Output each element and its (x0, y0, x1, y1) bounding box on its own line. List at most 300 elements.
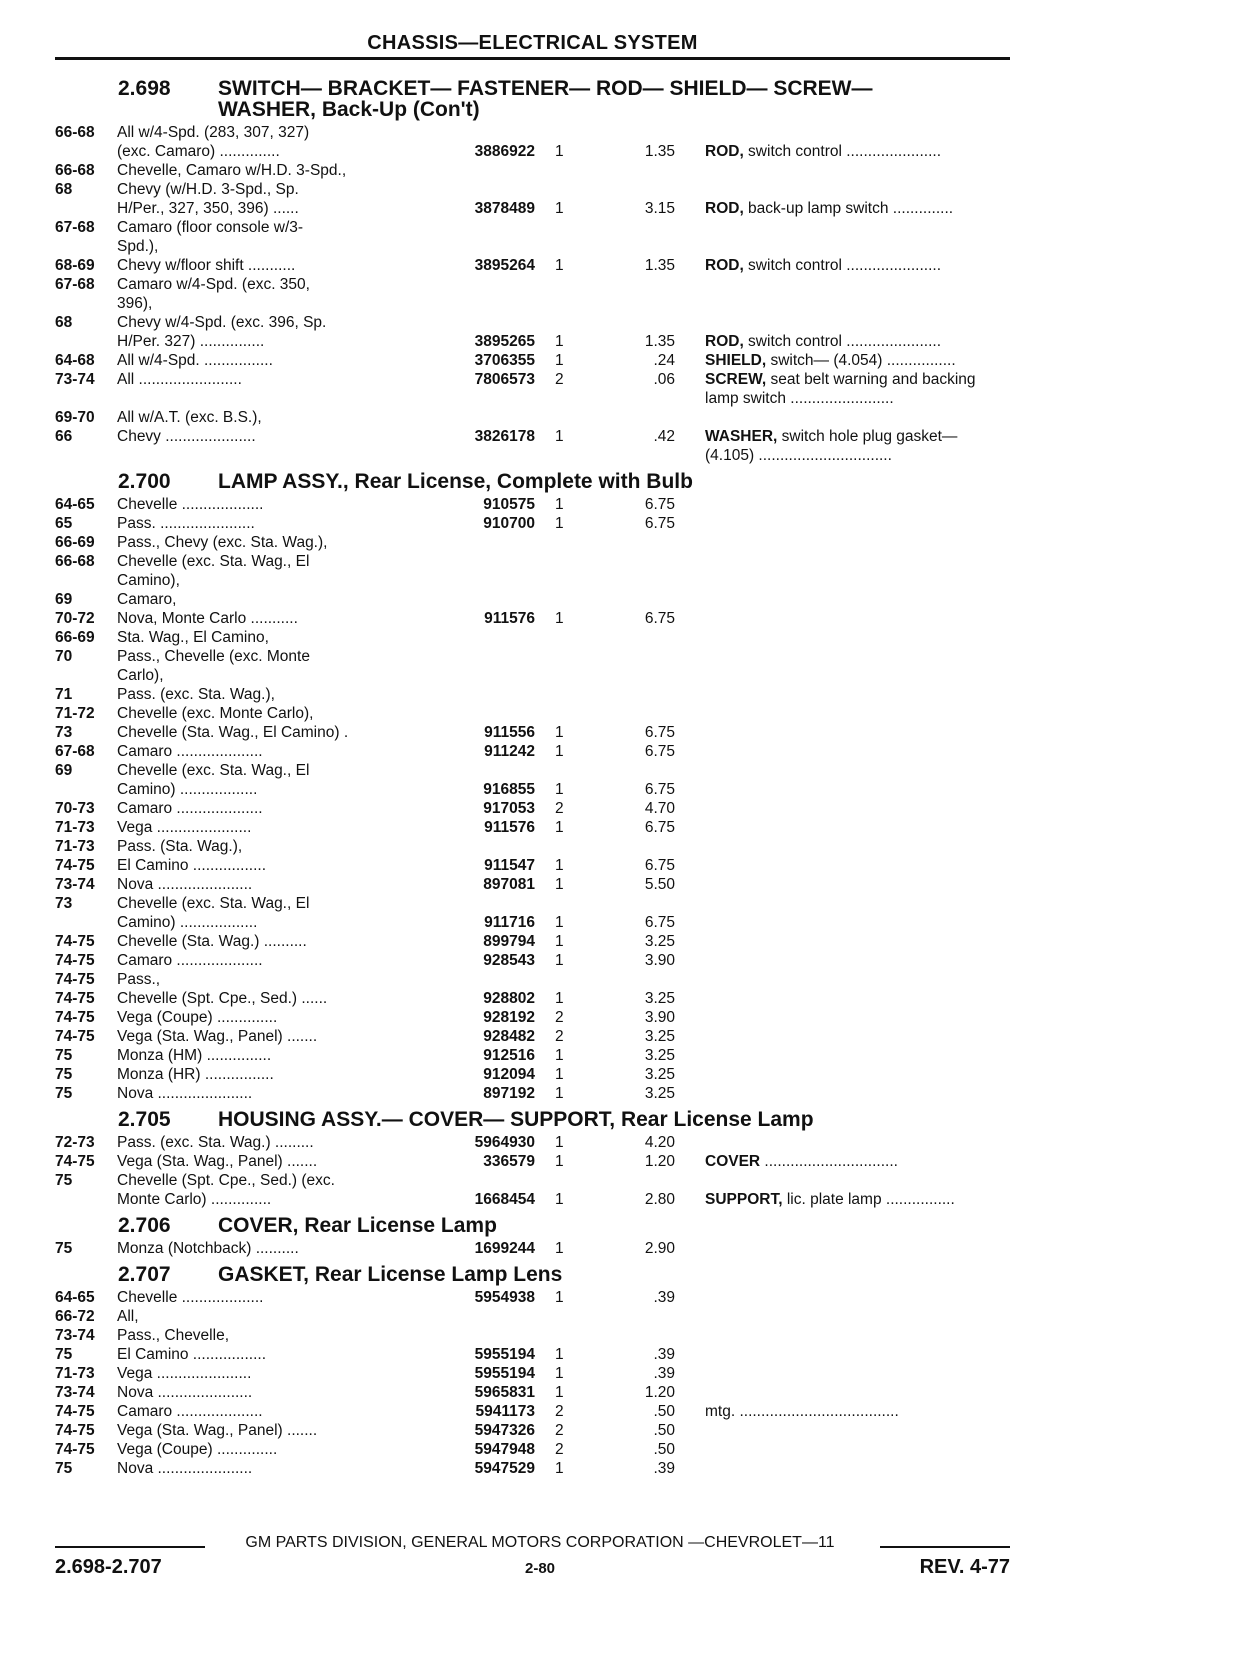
application-description: Nova ...................... (117, 1085, 253, 1102)
application-description: Nova ...................... (117, 1384, 253, 1401)
application-description: Pass., Chevy (exc. Sta. Wag.), (117, 534, 328, 551)
part-row (55, 1046, 1015, 1065)
part-row (55, 1190, 1015, 1209)
part-number: 928482 (483, 1028, 535, 1045)
part-number: 912094 (483, 1066, 535, 1083)
part-row (55, 856, 1015, 875)
footer-section-range: 2.698-2.707 (55, 1556, 162, 1578)
part-number: 5964930 (474, 1134, 535, 1151)
quantity: 1 (555, 428, 564, 445)
part-row (55, 647, 1015, 666)
model-years: 73 (55, 724, 73, 741)
model-years: 70-73 (55, 800, 95, 817)
part-number: 336579 (483, 1153, 535, 1170)
price: 3.25 (644, 1028, 675, 1045)
part-row (55, 609, 1015, 628)
model-years: 70 (55, 648, 73, 665)
part-number: 1668454 (474, 1191, 535, 1208)
application-description: Pass. ...................... (117, 515, 255, 532)
application-description: Chevelle, Camaro w/H.D. 3-Spd., (117, 162, 347, 179)
model-years: 71-73 (55, 838, 95, 855)
price: 6.75 (644, 857, 675, 874)
part-row (55, 932, 1015, 951)
part-row (55, 495, 1015, 514)
part-row (55, 1402, 1015, 1421)
part-row (55, 1364, 1015, 1383)
price: .39 (653, 1346, 675, 1363)
model-years: 74-75 (55, 971, 95, 988)
part-number: 7806573 (474, 371, 535, 388)
part-row (55, 1326, 1015, 1345)
part-note-text: mtg. ..................................... (705, 1403, 899, 1420)
price: 3.90 (644, 952, 675, 969)
part-number: 911576 (484, 610, 535, 627)
section-heading (55, 1109, 1015, 1130)
part-number: 910575 (483, 496, 535, 513)
application-description: Pass. (exc. Sta. Wag.), (117, 686, 275, 703)
application-description: Carlo), (117, 667, 164, 684)
quantity: 2 (555, 800, 564, 817)
application-description: Monza (Notchback) .......... (117, 1240, 299, 1257)
section-heading (55, 78, 1015, 120)
application-description: Pass. (exc. Sta. Wag.) ......... (117, 1134, 314, 1151)
model-years: 69 (55, 591, 73, 608)
application-description: Monza (HM) ............... (117, 1047, 272, 1064)
part-number: 3895265 (474, 333, 535, 350)
part-number: 899794 (483, 933, 535, 950)
part-number: 897192 (483, 1085, 535, 1102)
part-row (55, 275, 1015, 294)
part-row (55, 180, 1015, 199)
price: 3.15 (644, 200, 675, 217)
application-description: Chevelle ................... (117, 1289, 264, 1306)
application-description: Vega ...................... (117, 1365, 252, 1382)
part-row (55, 1288, 1015, 1307)
price: 3.25 (644, 1066, 675, 1083)
catalog-section (55, 78, 1015, 465)
price: 6.75 (644, 724, 675, 741)
part-note-name: ROD, (705, 333, 744, 350)
application-description: Camaro, (117, 591, 177, 608)
application-description: Camaro .................... (117, 800, 263, 817)
part-row (55, 332, 1015, 351)
model-years: 71-73 (55, 819, 95, 836)
price: 6.75 (644, 496, 675, 513)
application-description: Vega (Sta. Wag., Panel) ....... (117, 1422, 318, 1439)
application-description: Chevelle (exc. Sta. Wag., El (117, 553, 310, 570)
price: .42 (653, 428, 675, 445)
price: 3.90 (644, 1009, 675, 1026)
application-description: Chevelle (Spt. Cpe., Sed.) ...... (117, 990, 328, 1007)
part-row (55, 704, 1015, 723)
part-row (55, 1008, 1015, 1027)
model-years: 69-70 (55, 409, 95, 426)
application-description: Monte Carlo) .............. (117, 1191, 272, 1208)
header-rule (55, 57, 1010, 60)
price: .39 (653, 1289, 675, 1306)
quantity: 1 (555, 743, 564, 760)
part-row (55, 294, 1015, 313)
part-number: 917053 (483, 800, 535, 817)
part-row (55, 514, 1015, 533)
model-years: 74-75 (55, 990, 95, 1007)
part-note (705, 351, 1015, 370)
model-years: 73 (55, 895, 73, 912)
price: 3.25 (644, 990, 675, 1007)
price: 6.75 (644, 515, 675, 532)
part-number: 5955194 (474, 1346, 535, 1363)
part-row (55, 780, 1015, 799)
model-years: 68-69 (55, 257, 95, 274)
price: 3.25 (644, 1085, 675, 1102)
price: .24 (653, 352, 675, 369)
part-number: 3895264 (474, 257, 535, 274)
part-row (55, 256, 1015, 275)
part-row (55, 875, 1015, 894)
model-years: 64-68 (55, 352, 95, 369)
model-years: 74-75 (55, 933, 95, 950)
quantity: 2 (555, 371, 564, 388)
model-years: 66-69 (55, 534, 95, 551)
part-row (55, 1171, 1015, 1190)
model-years: 75 (55, 1047, 73, 1064)
application-description: Nova ...................... (117, 1460, 253, 1477)
application-description: Pass., Chevelle (exc. Monte (117, 648, 310, 665)
part-note-name: ROD, (705, 143, 744, 160)
part-row (55, 370, 1015, 389)
quantity: 1 (555, 515, 564, 532)
part-number: 5965831 (474, 1384, 535, 1401)
footer-rule-left (55, 1546, 205, 1548)
model-years: 74-75 (55, 1009, 95, 1026)
model-years: 66-68 (55, 162, 95, 179)
model-years: 66 (55, 428, 73, 445)
part-note (705, 142, 1015, 161)
quantity: 1 (555, 933, 564, 950)
application-description: Nova, Monte Carlo ........... (117, 610, 298, 627)
application-description: All w/4-Spd. ................ (117, 352, 273, 369)
section-number: 2.700 (118, 470, 171, 493)
part-note (705, 389, 1015, 408)
footer-publisher: GM PARTS DIVISION, GENERAL MOTORS CORPORATION —CHEVROLET—11 (245, 1534, 835, 1551)
part-number: 5941173 (475, 1403, 535, 1420)
part-number: 5947529 (474, 1460, 535, 1477)
price: 1.20 (644, 1384, 675, 1401)
part-row (55, 742, 1015, 761)
part-number: 897081 (483, 876, 535, 893)
quantity: 1 (555, 914, 564, 931)
application-description: Chevy w/floor shift ........... (117, 257, 296, 274)
footer-rule-right (880, 1546, 1010, 1548)
part-row (55, 1084, 1015, 1103)
model-years: 69 (55, 762, 73, 779)
model-years: 72-73 (55, 1134, 95, 1151)
model-years: 75 (55, 1066, 73, 1083)
part-number: 910700 (483, 515, 535, 532)
price: 6.75 (644, 610, 675, 627)
section-number: 2.698 (118, 77, 171, 100)
part-row (55, 1027, 1015, 1046)
quantity: 1 (555, 781, 564, 798)
model-years: 75 (55, 1085, 73, 1102)
application-description: Pass., Chevelle, (117, 1327, 229, 1344)
application-description: Vega (Coupe) .............. (117, 1009, 278, 1026)
application-description: Chevelle (Sta. Wag.) .......... (117, 933, 307, 950)
model-years: 74-75 (55, 952, 95, 969)
part-number: 916855 (483, 781, 535, 798)
application-description: All ........................ (117, 371, 242, 388)
application-description: Camino) .................. (117, 914, 258, 931)
quantity: 1 (555, 1240, 564, 1257)
section-number: 2.707 (118, 1263, 171, 1286)
application-description: Chevy ..................... (117, 428, 256, 445)
part-note-name: ROD, (705, 257, 744, 274)
price: 6.75 (644, 781, 675, 798)
part-row (55, 1307, 1015, 1326)
part-number: 928802 (483, 990, 535, 1007)
section-heading (55, 1215, 1015, 1236)
application-description: Chevy (w/H.D. 3-Spd., Sp. (117, 181, 299, 198)
part-row (55, 837, 1015, 856)
quantity: 1 (555, 1460, 564, 1477)
quantity: 1 (555, 1289, 564, 1306)
part-note-text: (4.105) ............................... (705, 447, 892, 464)
section-title: LAMP ASSY., Rear License, Complete with Bulb (218, 470, 693, 493)
application-description: Chevelle (Spt. Cpe., Sed.) (exc. (117, 1172, 335, 1189)
price: 4.20 (644, 1134, 675, 1151)
part-note (705, 199, 1015, 218)
catalog-section (55, 1264, 1015, 1478)
price: 6.75 (644, 819, 675, 836)
model-years: 74-75 (55, 857, 95, 874)
application-description: Sta. Wag., El Camino, (117, 629, 269, 646)
part-row (55, 723, 1015, 742)
part-row (55, 552, 1015, 571)
section-title: HOUSING ASSY.— COVER— SUPPORT, Rear License Lamp (218, 1108, 814, 1131)
application-description: (exc. Camaro) .............. (117, 143, 280, 160)
part-number: 928192 (483, 1009, 535, 1026)
part-note-text: lamp switch ........................ (705, 390, 894, 407)
application-description: Camaro .................... (117, 743, 263, 760)
model-years: 73-74 (55, 1327, 95, 1344)
part-row (55, 313, 1015, 332)
part-row (55, 142, 1015, 161)
quantity: 1 (555, 143, 564, 160)
part-row (55, 571, 1015, 590)
part-row (55, 1440, 1015, 1459)
application-description: Vega (Sta. Wag., Panel) ....... (117, 1028, 318, 1045)
model-years: 71-72 (55, 705, 95, 722)
model-years: 68 (55, 181, 73, 198)
application-description: Chevy w/4-Spd. (exc. 396, Sp. (117, 314, 327, 331)
part-note (705, 1190, 1015, 1209)
part-note (705, 332, 1015, 351)
quantity: 1 (555, 1346, 564, 1363)
quantity: 2 (555, 1422, 564, 1439)
model-years: 75 (55, 1172, 73, 1189)
application-description: El Camino ................. (117, 1346, 267, 1363)
model-years: 67-68 (55, 743, 95, 760)
part-row (55, 989, 1015, 1008)
part-row (55, 123, 1015, 142)
part-note (705, 256, 1015, 275)
model-years: 73-74 (55, 1384, 95, 1401)
page-title: CHASSIS—ELECTRICAL SYSTEM (367, 32, 698, 54)
part-row (55, 761, 1015, 780)
application-description: Vega ...................... (117, 819, 252, 836)
catalog-section (55, 1215, 1015, 1258)
application-description: Vega (Coupe) .............. (117, 1441, 278, 1458)
model-years: 67-68 (55, 219, 95, 236)
quantity: 1 (555, 990, 564, 1007)
model-years: 71-73 (55, 1365, 95, 1382)
part-number: 5947326 (474, 1422, 535, 1439)
part-note-text: switch control ...................... (743, 257, 941, 274)
part-number: 911556 (484, 724, 535, 741)
model-years: 67-68 (55, 276, 95, 293)
model-years: 73-74 (55, 876, 95, 893)
part-number: 911547 (484, 857, 535, 874)
application-description: H/Per. 327) ............... (117, 333, 265, 350)
quantity: 2 (555, 1403, 564, 1420)
part-row (55, 894, 1015, 913)
part-row (55, 427, 1015, 446)
model-years: 73-74 (55, 371, 95, 388)
part-row (55, 218, 1015, 237)
part-note-name: COVER (705, 1153, 761, 1170)
quantity: 2 (555, 1028, 564, 1045)
quantity: 1 (555, 496, 564, 513)
part-number: 912516 (483, 1047, 535, 1064)
catalog-section (55, 1109, 1015, 1209)
part-number: 3886922 (474, 143, 535, 160)
application-description: Chevelle (exc. Sta. Wag., El (117, 762, 310, 779)
price: 1.35 (644, 257, 675, 274)
price: .06 (653, 371, 675, 388)
price: 2.80 (644, 1191, 675, 1208)
part-note-text: lic. plate lamp ................ (782, 1191, 955, 1208)
part-number: 911576 (484, 819, 535, 836)
quantity: 1 (555, 724, 564, 741)
footer-page-number: 2-80 (524, 1560, 556, 1577)
model-years: 68 (55, 314, 73, 331)
quantity: 1 (555, 1047, 564, 1064)
part-row (55, 590, 1015, 609)
part-note (705, 1152, 1015, 1171)
part-note-name: SUPPORT, (705, 1191, 783, 1208)
section-title: GASKET, Rear License Lamp Lens (218, 1263, 563, 1286)
quantity: 1 (555, 1384, 564, 1401)
price: 1.35 (644, 333, 675, 350)
price: 3.25 (644, 1047, 675, 1064)
quantity: 1 (555, 1191, 564, 1208)
price: 3.25 (644, 933, 675, 950)
part-note-name: WASHER, (705, 428, 778, 445)
model-years: 74-75 (55, 1403, 95, 1420)
part-note (705, 446, 1015, 465)
model-years: 71 (55, 686, 73, 703)
part-number: 911242 (484, 743, 535, 760)
part-number: 3706355 (474, 352, 535, 369)
part-row (55, 1345, 1015, 1364)
part-row (55, 818, 1015, 837)
part-row (55, 685, 1015, 704)
quantity: 1 (555, 610, 564, 627)
part-note-text: switch control ...................... (743, 333, 941, 350)
model-years: 66-68 (55, 124, 95, 141)
application-description: All, (117, 1308, 139, 1325)
application-description: Pass. (Sta. Wag.), (117, 838, 243, 855)
application-description: Camino), (117, 572, 180, 589)
model-years: 74-75 (55, 1153, 95, 1170)
quantity: 1 (555, 1085, 564, 1102)
application-description: Chevelle ................... (117, 496, 264, 513)
part-row (55, 951, 1015, 970)
part-note-text: switch control ...................... (743, 143, 941, 160)
application-description: Pass., (117, 971, 161, 988)
section-number: 2.706 (118, 1214, 171, 1237)
application-description: Camaro .................... (117, 1403, 263, 1420)
part-number: 5947948 (474, 1441, 535, 1458)
part-row (55, 1383, 1015, 1402)
part-row (55, 1065, 1015, 1084)
quantity: 1 (555, 1365, 564, 1382)
model-years: 75 (55, 1460, 73, 1477)
part-row (55, 1239, 1015, 1258)
section-title: SWITCH— BRACKET— FASTENER— ROD— SHIELD— SCREW— WASHER, Back-Up (Con't) (218, 77, 873, 121)
part-row (55, 408, 1015, 427)
application-description: Chevelle (exc. Sta. Wag., El (117, 895, 310, 912)
model-years: 70-72 (55, 610, 95, 627)
quantity: 1 (555, 876, 564, 893)
parts-listing (55, 72, 1015, 1478)
part-row (55, 1459, 1015, 1478)
quantity: 1 (555, 333, 564, 350)
part-row (55, 799, 1015, 818)
part-number: 3826178 (474, 428, 535, 445)
model-years: 66-68 (55, 553, 95, 570)
quantity: 1 (555, 352, 564, 369)
quantity: 2 (555, 1009, 564, 1026)
price: 5.50 (644, 876, 675, 893)
part-row (55, 351, 1015, 370)
quantity: 1 (555, 1153, 564, 1170)
application-description: Camaro w/4-Spd. (exc. 350, (117, 276, 310, 293)
quantity: 1 (555, 819, 564, 836)
price: 6.75 (644, 743, 675, 760)
price: 1.20 (644, 1153, 675, 1170)
part-note-text: seat belt warning and backing (766, 371, 976, 388)
price: 6.75 (644, 914, 675, 931)
application-description: All w/4-Spd. (283, 307, 327) (117, 124, 310, 141)
part-row (55, 970, 1015, 989)
part-note-text: back-up lamp switch .............. (743, 200, 954, 217)
application-description: Spd.), (117, 238, 159, 255)
application-description: Monza (HR) ................ (117, 1066, 274, 1083)
catalog-section (55, 471, 1015, 1103)
part-row (55, 199, 1015, 218)
part-note (705, 1402, 1015, 1421)
price: .50 (653, 1403, 675, 1420)
part-note-name: SCREW, (705, 371, 767, 388)
model-years: 75 (55, 1240, 73, 1257)
application-description: H/Per., 327, 350, 396) ...... (117, 200, 299, 217)
model-years: 65 (55, 515, 73, 532)
part-note-text: ............................... (760, 1153, 898, 1170)
part-note-name: SHIELD, (705, 352, 767, 369)
model-years: 74-75 (55, 1028, 95, 1045)
part-note-name: ROD, (705, 200, 744, 217)
